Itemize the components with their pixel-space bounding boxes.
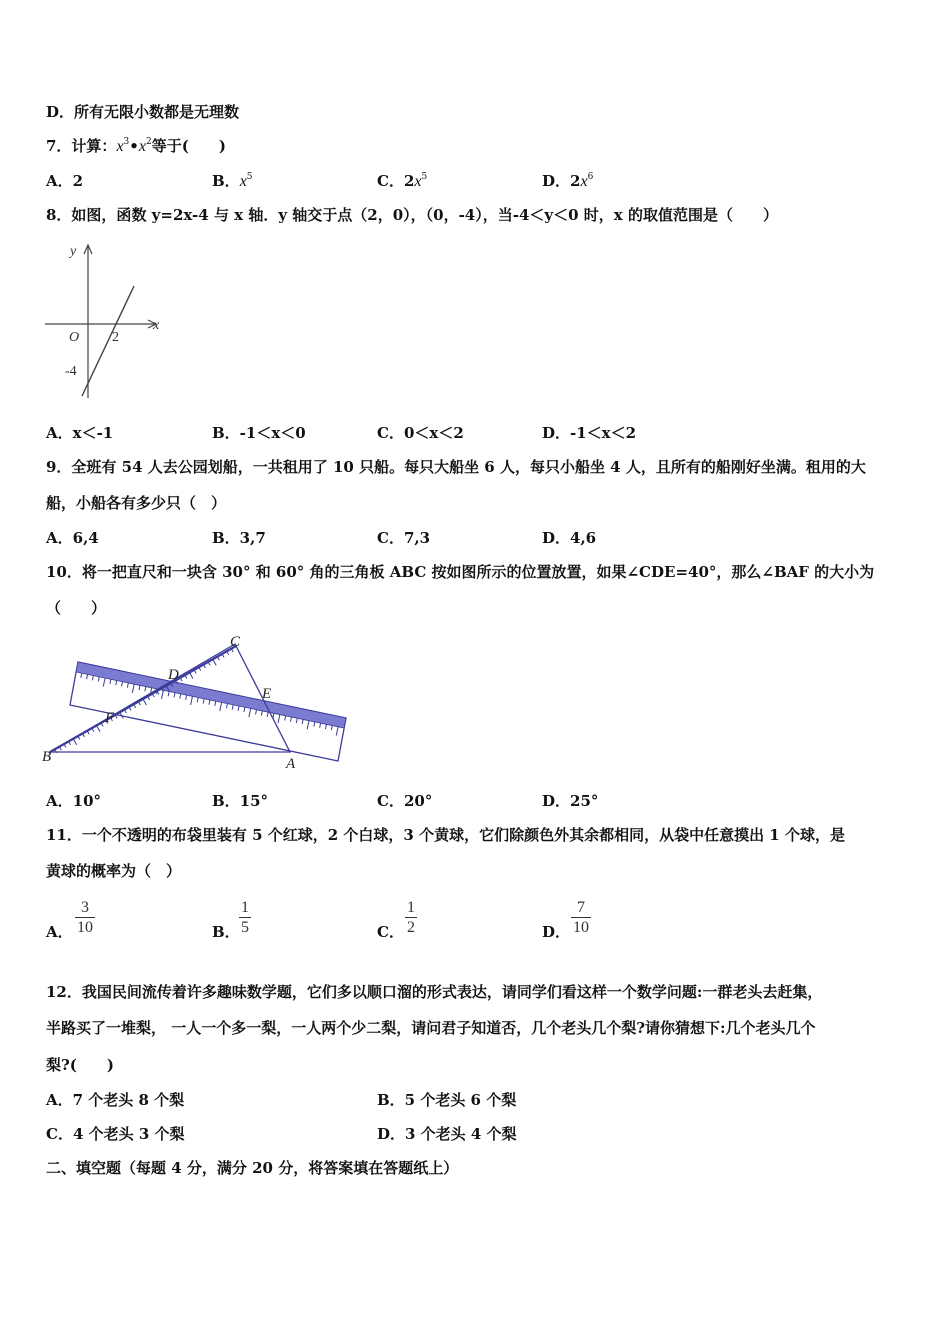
- q11-option-a-fraction: $\frac{3}{10}$: [77, 899, 93, 936]
- label-a: A: [286, 756, 296, 772]
- x-axis-label: x: [153, 318, 160, 333]
- section-2-title: 二、填空题（每题 4 分，满分 20 分，将答案填在答题纸上）: [46, 1159, 459, 1177]
- label-d: D: [168, 667, 179, 683]
- q12-option-d: D．3 个老头 4 个梨: [377, 1125, 517, 1143]
- q10-option-a: A．10°: [46, 792, 102, 810]
- q12-option-a: A．7 个老头 8 个梨: [46, 1091, 185, 1109]
- q10-option-d: D．25°: [542, 792, 599, 810]
- q9-option-c: C．7,3: [377, 529, 431, 547]
- q9-stem-line-1: 9．全班有 54 人去公园划船，一共租用了 10 只船。每只大船坐 6 人，每只小船坐 4 人，且所有的船刚好坐满。租用的大: [46, 458, 866, 476]
- q9-stem-line-2: 船，小船各有多少只（ ）: [46, 494, 227, 512]
- q7-option-d: D．$2x^6$: [542, 172, 594, 190]
- label-c: C: [230, 634, 241, 650]
- label-f: F: [105, 710, 115, 726]
- label-e: E: [262, 686, 272, 702]
- q7-option-a: A．2: [46, 172, 84, 190]
- x-intercept-label: 2: [112, 330, 119, 345]
- q12-stem-line-3: 梨?( ): [46, 1056, 114, 1074]
- q11-option-b-fraction: $\frac{1}{5}$: [241, 899, 249, 936]
- q10-option-b: B．15°: [212, 792, 269, 810]
- q10-figure: [40, 632, 350, 772]
- q8-option-c: C．0＜x＜2: [377, 424, 464, 442]
- q7-stem: 7．计算：$x^3•x^2$等于( ): [46, 137, 226, 155]
- q11-stem-line-2: 黄球的概率为（ ）: [46, 862, 182, 880]
- q8-stem: 8．如图，函数 y=2x-4 与 x 轴．y 轴交于点（2，0），（0，-4），当-4＜y＜0 时，x 的取值范围是（ ）: [46, 206, 778, 224]
- q11-option-a-label: A．: [46, 923, 73, 941]
- q8-option-b: B．-1＜x＜0: [212, 424, 306, 442]
- function-line: [82, 286, 134, 396]
- q7-option-c: C．$2x^5$: [377, 172, 428, 190]
- q12-option-b: B．5 个老头 6 个梨: [377, 1091, 517, 1109]
- q11-option-d-fraction: $\frac{7}{10}$: [573, 899, 589, 936]
- q10-stem-line-2: （ ）: [46, 599, 107, 617]
- q8-option-d: D．-1＜x＜2: [542, 424, 637, 442]
- y-axis-label: y: [70, 244, 77, 259]
- y-intercept-label: -4: [65, 364, 77, 379]
- q10-option-c: C．20°: [377, 792, 433, 810]
- q6-option-d: D．所有无限小数都是无理数: [46, 103, 240, 121]
- q9-option-b: B．3,7: [212, 529, 266, 547]
- q11-option-d-label: D．: [542, 923, 571, 941]
- q11-option-c-label: C．: [377, 923, 404, 941]
- q10-stem-line-1: 10．将一把直尺和一块含 30° 和 60° 角的三角板 ABC 按如图所示的位置放置，如果∠CDE=40°，那么∠BAF 的大小为: [46, 563, 875, 581]
- q12-stem-line-2: 半路买了一堆梨， 一人一个多一梨，一人两个少二梨，请问君子知道否，几个老头几个梨?请你猜想下:几个老头几个: [46, 1019, 816, 1037]
- label-b: B: [42, 749, 52, 765]
- q11-option-c-fraction: $\frac{1}{2}$: [407, 899, 415, 936]
- q9-option-a: A．6,4: [46, 529, 99, 547]
- q8-option-a: A．x＜-1: [46, 424, 114, 442]
- q9-option-d: D．4,6: [542, 529, 597, 547]
- q12-option-c: C．4 个老头 3 个梨: [46, 1125, 185, 1143]
- q11-option-b-label: B．: [212, 923, 240, 941]
- origin-label: O: [69, 330, 80, 345]
- q11-stem-line-1: 11．一个不透明的布袋里装有 5 个红球，2 个白球，3 个黄球，它们除颜色外其余都相同，从袋中任意摸出 1 个球，是: [46, 826, 845, 844]
- q7-option-b: B．$x^5$: [212, 172, 253, 190]
- q12-stem-line-1: 12．我国民间流传着许多趣味数学题，它们多以顺口溜的形式表达，请同学们看这样一个数学问题:一群老头去赶集，: [46, 983, 823, 1001]
- q8-graph: [40, 238, 170, 408]
